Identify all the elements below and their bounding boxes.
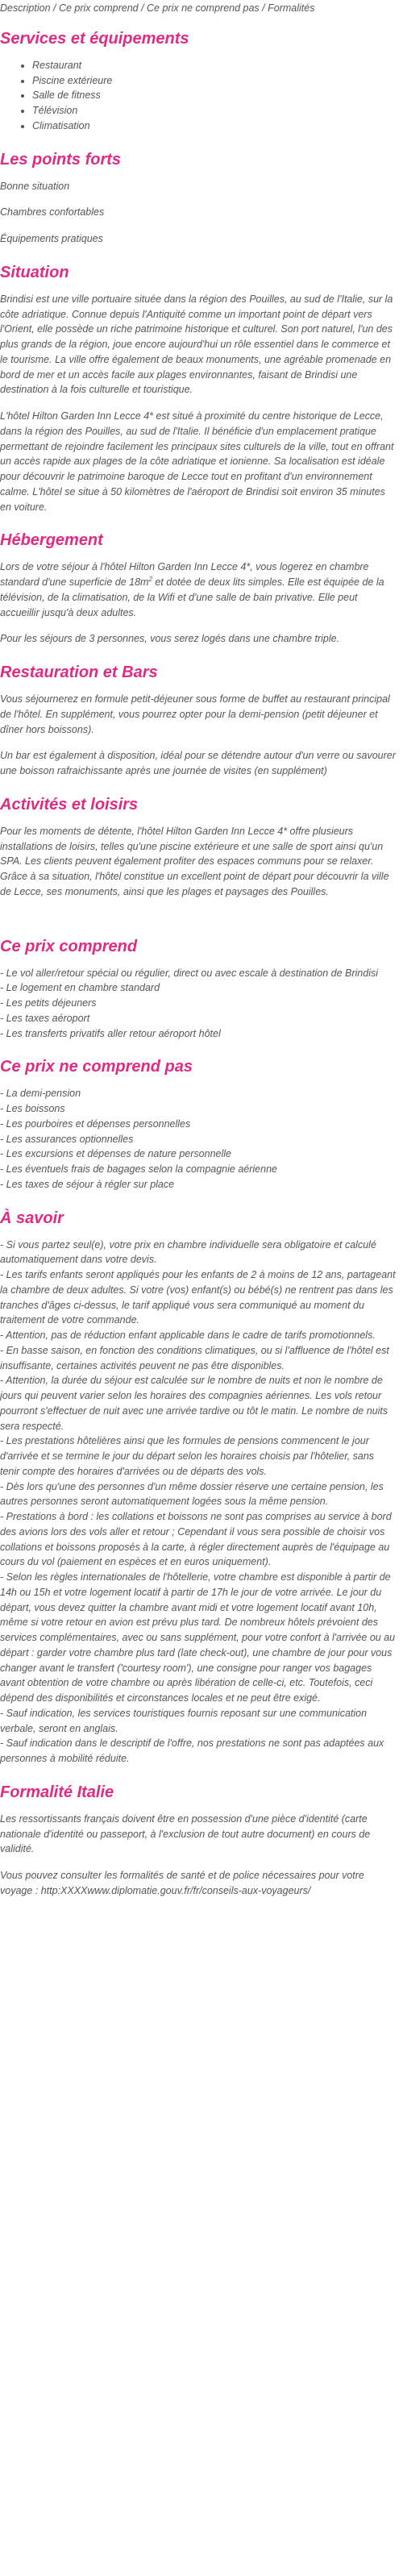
hebergement-text: Lors de votre séjour à l'hôtel Hilton Garden Inn Lecce 4*, vous logerez en chambre standard d'une superficie de 18m bbox=[0, 561, 369, 589]
list-item: - Selon les règles internationales de l'hôtellerie, votre chambre est disponible à partir de 14h ou 15h et votre logement locatif à partir de 17h le jour de votre arrivée. Le jour du départ, vous devez quitter la chambre avant midi et votre logement locatif avant 10h, même si votre retour en avion est prévu plus tard. De nombreux hôtels prévoient des services complémentaires, avec ou sans supplément, pour votre confort à l'arrivée ou au départ : garder votre chambre plus tard (late check-out), une chambre de jour pour vous changer avant le transfert ('courtesy room'), une consigne pour ranger vos bagages avant obtention de votre chambre ou après libération de celle-ci, etc. Toutefois, ceci dépend des disponibilités et circonstances locales et ne peut être exigé. bbox=[0, 1571, 396, 1704]
list-item: • Télévision bbox=[32, 103, 396, 119]
services-list bbox=[0, 58, 396, 134]
tab-bar bbox=[0, 0, 396, 16]
formalite-paragraph: Les ressortissants français doivent être en possession d'une pièce d'identité (carte nationale d'identité ou passeport, à l'exclusion de tout autre document) en cours de validité. bbox=[0, 1812, 371, 1855]
list-item: - Si vous partez seul(e), votre prix en chambre individuelle sera obligatoire et calculé automatiquement dans votre devis. bbox=[0, 1238, 376, 1266]
formalite-link-paragraph[interactable]: Vous pouvez consulter les formalités de santé et de police nécessaires pour votre voyage : http:XXXXwww.diplomatie.gouv.fr/fr/conseils-aux-voyageurs/ bbox=[0, 1870, 364, 1896]
tab-separator: / bbox=[138, 2, 147, 14]
situation-paragraph: Brindisi est une ville portuaire située dans la région des Pouilles, au sud de l'Italie, sur la côte adriatique. Connue depuis l'Antiquité comme un important point de départ vers l'Orient, elle possède un riche patrimoine historique et culturel. Son port naturel, l'un des plus grands de la région, joue encore aujourd'hui un rôle essentiel dans le commerce et le tourisme. La ville offre également de beaux monuments, une agréable promenade en bord de mer et un accès facile aux plages environnantes, faisant de Brindisi une destination à la fois culturelle et touristique. bbox=[0, 293, 393, 396]
list-item: - Les pourboires et dépenses personnelles bbox=[0, 1117, 191, 1130]
hebergement-paragraph: Pour les séjours de 3 personnes, vous serez logés dans une chambre triple. bbox=[0, 633, 340, 645]
a-savoir-list bbox=[0, 1238, 396, 1767]
tab-ce-prix-ne-comprend-pas[interactable]: Ce prix ne comprend pas bbox=[147, 2, 260, 14]
comprend-title: Ce prix comprend bbox=[0, 937, 138, 955]
list-item: - Les excursions et dépenses de nature personnelle bbox=[0, 1148, 231, 1160]
list-item: - Les taxes aéroport bbox=[0, 1012, 90, 1024]
list-item: - Sauf indication dans le descriptif de l'offre, nos prestations ne sont pas adaptées aux personnes à mobilité réduite. bbox=[0, 1737, 384, 1765]
formalite-title: Formalité Italie bbox=[0, 1783, 114, 1801]
a-savoir-title: À savoir bbox=[0, 1209, 64, 1227]
list-item: - Attention, pas de réduction enfant applicable dans le cadre de tarifs promotionnels. bbox=[0, 1330, 376, 1342]
activites-paragraph: Pour les moments de détente, l'hôtel Hilton Garden Inn Lecce 4* offre plusieurs installations de loisirs, telles qu'une piscine extérieure et une salle de sport ainsi qu'un SPA. Les clients peuvent également profiter des espaces communs pour se relaxer. Grâce à sa situation, l'hôtel constitue un excellent point de départ pour découvrir la ville de Lecce, ses monuments, ainsi que les plages et paysages des Pouilles. bbox=[0, 825, 389, 897]
list-item: - Le vol aller/retour spécial ou régulier, direct ou avec escale à destination de Brindisi bbox=[0, 967, 379, 979]
list-item: • Climatisation bbox=[32, 119, 396, 134]
list-item: - La demi-pension bbox=[0, 1088, 81, 1100]
hebergement-paragraph bbox=[0, 560, 396, 620]
activites-title: Activités et loisirs bbox=[0, 795, 139, 814]
list-item: - Les prestations hôtelières ainsi que les formules de pensions commencent le jour d'arrivée et se termine le jour du départ selon les horaires choisis par l'hôtelier, sans tenir compte des horaires d'arrivées ou de départs des vols. bbox=[0, 1435, 375, 1477]
list-item: • Piscine extérieure bbox=[32, 73, 396, 89]
superscript: 2 bbox=[148, 576, 152, 583]
list-item: - Les transferts privatifs aller retour aéroport hôtel bbox=[0, 1027, 221, 1039]
tab-separator: / bbox=[259, 2, 268, 14]
list-item: - En basse saison, en fonction des conditions climatiques, ou si l'affluence de l'hôtel est insuffisante, certaines activités peuvent ne pas être disponibles. bbox=[0, 1344, 389, 1371]
list-item: - Les boissons bbox=[0, 1103, 65, 1115]
list-item: - Dès lors qu'une des personnes d'un même dossier réserve une certaine pension, les autres personnes seront automatiquement logées sous la même pension. bbox=[0, 1480, 384, 1508]
list-item: • Restaurant bbox=[32, 58, 396, 73]
list-item: - Les taxes de séjour à régler sur place bbox=[0, 1178, 175, 1190]
points-forts-item: Bonne situation bbox=[0, 180, 70, 192]
tab-ce-prix-comprend[interactable]: Ce prix comprend bbox=[58, 2, 139, 14]
list-item: - Le logement en chambre standard bbox=[0, 982, 160, 994]
restauration-paragraph: Un bar est également à disposition, idéal pour se détendre autour d'un verre ou savourer une boisson rafraichissante après une journée de visites (en supplément) bbox=[0, 750, 396, 777]
list-item: - Les petits déjeuners bbox=[0, 997, 97, 1009]
situation-paragraph: L'hôtel Hilton Garden Inn Lecce 4* est situé à proximité du centre historique de Lecce, dans la région des Pouilles, au sud de l'Italie. Il bénéficie d'un emplacement pratique permettant de rejoindre facilement les principaux sites culturels de la ville, tout en offrant un accès rapide aux plages de la côte adriatique et ionienne. Sa localisation est idéale pour découvrir le patrimoine baroque de Lecce tout en profitant d'un environnement calme. L'hôtel se situe à 50 kilomètres de l'aéroport de Brindisi soit environ 35 minutes en voiture. bbox=[0, 410, 394, 513]
situation-title: Situation bbox=[0, 263, 69, 281]
list-item: • Salle de fitness bbox=[32, 88, 396, 103]
points-forts-title: Les points forts bbox=[0, 150, 122, 169]
comprend-list bbox=[0, 966, 396, 1042]
tab-description[interactable]: Description bbox=[0, 2, 51, 14]
points-forts-item: Chambres confortables bbox=[0, 206, 105, 218]
tab-separator: / bbox=[50, 2, 59, 14]
list-item: - Les assurances optionnelles bbox=[0, 1133, 134, 1145]
list-item: - Attention, la durée du séjour est calculée sur le nombre de nuits et non le nombre de jours qui peuvent varier selon les horaires des compagnies aériennes. Les vols retour pourront s'effectuer de nuit avec une arrivée tardive ou tôt le matin. Le nombre de nuits sera respecté. bbox=[0, 1375, 388, 1432]
restauration-title: Restauration et Bars bbox=[0, 664, 158, 682]
list-item: - Prestations à bord : les collations et boissons ne sont pas comprises au service à bord des avions lors des vols aller et retour ; Cependant il vous sera possible de choisir vos collations et boissons proposés à la carte, à régler directement auprès de l'équipage au cours du vol (paiement en espèces et en euros uniquement). bbox=[0, 1511, 392, 1568]
list-item: - Les tarifs enfants seront appliqués pour les enfants de 2 à moins de 12 ans, partageant la chambre de deux adultes. Si votre (vos) enfant(s) ou bébé(s) ne rentrent pas dans les tranches d'âges ci-dessus, le tarif appliqué vous sera communiqué au moment du traitement de votre commande. bbox=[0, 1269, 396, 1326]
services-title: Services et équipements bbox=[0, 29, 189, 48]
hebergement-text: et dotée de deux lits simples. Elle est équipée de la télévision, de la climatisation, de la Wifi et d'une salle de bain privative. Elle peut accueillir jusqu'à deux adultes. bbox=[0, 576, 384, 618]
points-forts-item: Équipements pratiques bbox=[0, 233, 103, 244]
restauration-paragraph: Vous séjournerez en formule petit-déjeuner sous forme de buffet au restaurant principal de l'hôtel. En supplément, vous pourrez opter pour la demi-pension (petit déjeuner et dîner hors boissons). bbox=[0, 693, 390, 735]
hebergement-title: Hébergement bbox=[0, 531, 103, 550]
tab-formalites[interactable]: Formalités bbox=[268, 2, 315, 14]
list-item: - Sauf indication, les services touristiques fournis reposant sur une communication verbale, seront en anglais. bbox=[0, 1707, 368, 1734]
ne-comprend-title: Ce prix ne comprend pas bbox=[0, 1058, 193, 1076]
ne-comprend-list bbox=[0, 1086, 396, 1192]
list-item: - Les éventuels frais de bagages selon la compagnie aérienne bbox=[0, 1163, 277, 1176]
